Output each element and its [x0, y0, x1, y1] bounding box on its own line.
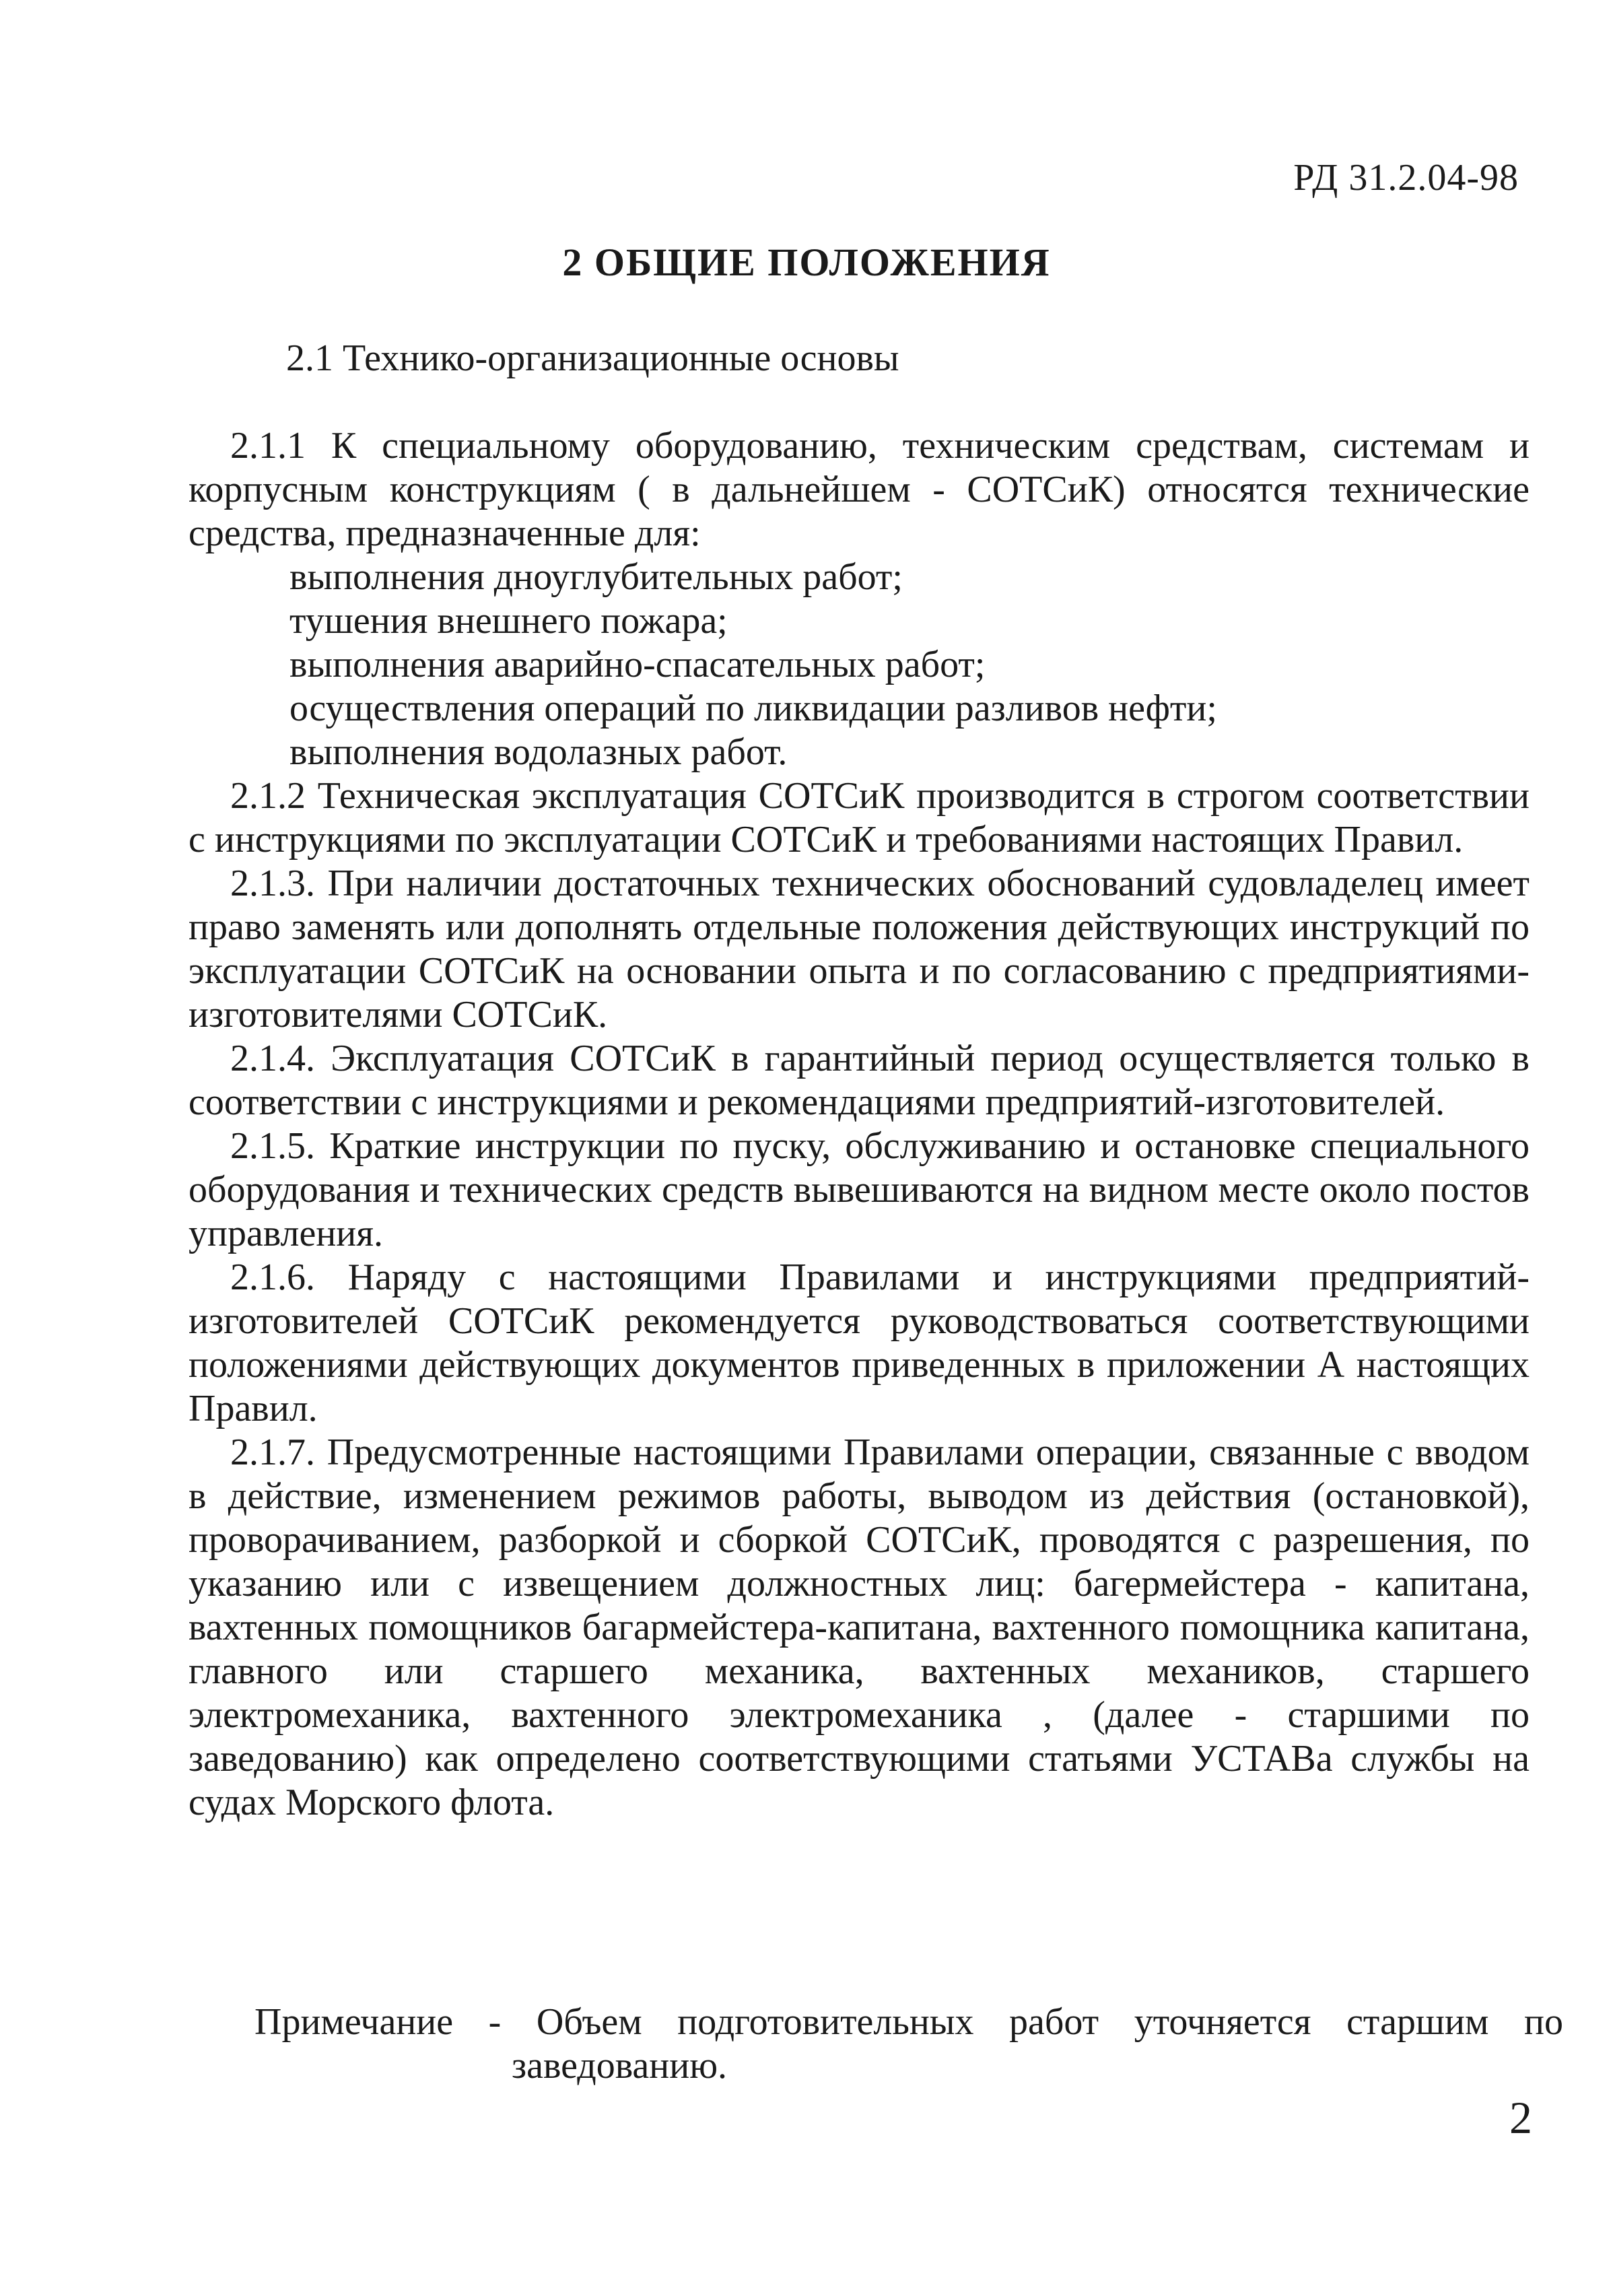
- document-code: РД 31.2.04-98: [1293, 157, 1519, 199]
- page-number: 2: [1509, 2092, 1532, 2143]
- paragraph-2-1-3: 2.1.3. При наличии достаточных технических обоснований судовладелец имеет право заменять или дополнять отдельные положения действующих инструкций по эксплуатации СОТСиК на основании опыта и по согласованию с предприятиями-изготовителями СОТСиК.: [188, 863, 1530, 1036]
- subsection-title: 2.1 Технико-организационные основы: [286, 337, 899, 379]
- list-item: выполнения дноуглубительных работ;: [289, 556, 903, 598]
- note-line-2: заведованию.: [512, 2045, 728, 2087]
- paragraph-2-1-6: 2.1.6. Наряду с настоящими Правилами и инструкциями предприятий-изготовителей СОТСиК рекомендуется руководствоваться соответствующими положениями действующих документов приведенных в приложении А настоящих Правил.: [188, 1256, 1530, 1429]
- paragraph-2-1-1: 2.1.1 К специальному оборудованию, техническим средствам, системам и корпусным конструкциям ( в дальнейшем - СОТСиК) относятся технические средства, предназначенные для:: [188, 425, 1530, 554]
- paragraph-2-1-4: 2.1.4. Эксплуатация СОТСиК в гарантийный период осуществляется только в соответствии с инструкциями и рекомендациями предприятий-изготовителей.: [188, 1038, 1530, 1123]
- purpose-list: [188, 555, 1530, 774]
- list-item: выполнения аварийно-спасательных работ;: [289, 644, 986, 685]
- note-line-1: Примечание - Объем подготовительных работ уточняется старшим по: [254, 2001, 1563, 2043]
- paragraph-2-1-7: 2.1.7. Предусмотренные настоящими Правилами операции, связанные с вводом в действие, изменением режимов работы, выводом из действия (остановкой), проворачиванием, разборкой и сборкой СОТСиК, проводятся с разрешения, по указанию или с извещением должностных лиц: багермейстера - капитана, вахтенных помощников багармейстера-капитана, вахтенного помощника капитана, главного или старшего механика, вахтенных механиков, старшего электромеханика, вахтенного электромеханика , (далее - старшими по заведованию) как определено соответствующими статьями УСТАВа службы на судах Морского флота.: [188, 1431, 1530, 1823]
- paragraph-2-1-5: 2.1.5. Краткие инструкции по пуску, обслуживанию и остановке специального оборудования и технических средств вывешиваются на видном месте около постов управления.: [188, 1125, 1530, 1254]
- paragraph-2-1-2: 2.1.2 Техническая эксплуатация СОТСиК производится в строгом соответствии с инструкциями по эксплуатации СОТСиК и требованиями настоящих Правил.: [188, 775, 1530, 860]
- document-body: [188, 424, 1530, 1825]
- section-title: 2 ОБЩИЕ ПОЛОЖЕНИЯ: [562, 240, 1051, 284]
- list-item: выполнения водолазных работ.: [289, 731, 788, 773]
- list-item: тушения внешнего пожара;: [289, 600, 728, 642]
- list-item: осуществления операций по ликвидации разливов нефти;: [289, 687, 1217, 729]
